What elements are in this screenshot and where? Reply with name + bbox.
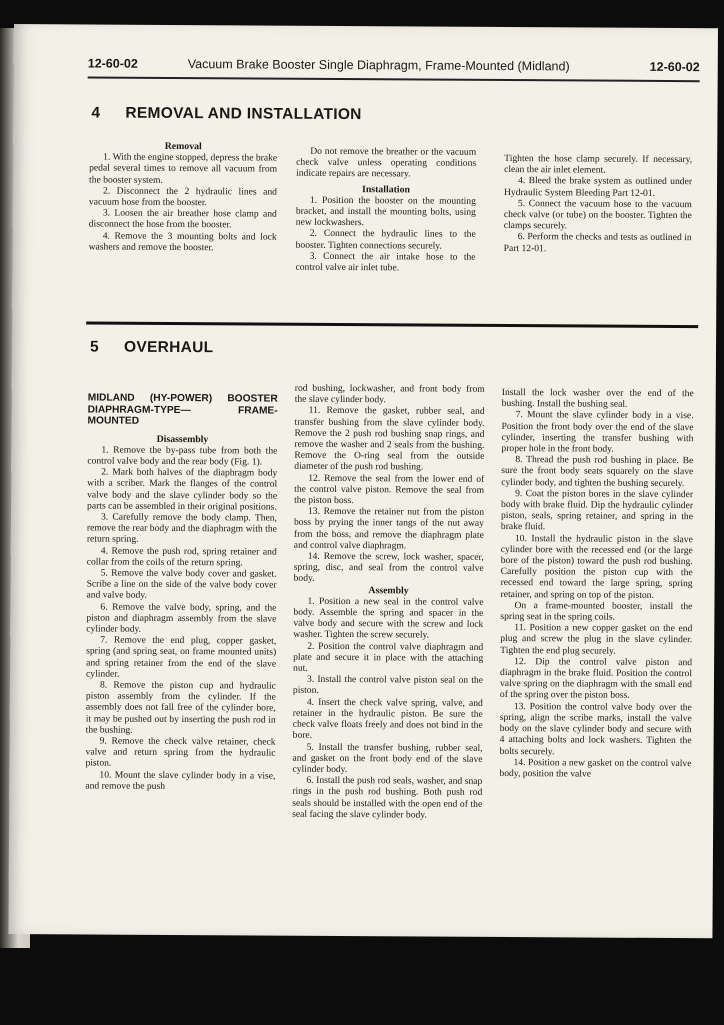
manual-page: [8, 24, 718, 938]
installation-step-3: 3. Connect the air intake hose to the control valve air inlet tube.: [295, 250, 476, 274]
assembly-step: 4. Insert the check valve spring, valve, and retainer in the hydraulic piston. Be sure the check valve floats freely and does not bind in the bore.: [292, 696, 483, 742]
disassembly-step: 4. Remove the push rod, spring retainer and collar from the coils of the return spring.: [86, 545, 277, 569]
installation-heading: Installation: [361, 183, 410, 196]
assembly-step: 1. Position a new seal in the control valve body. Assemble the spring and spacer in the valve body and secure with the screw and lock washer. Tighten the screw securely.: [293, 595, 484, 642]
disassembly-step: 5. Remove the valve body cover and gasket. Scribe a line on the side of the valve body cover and valve body.: [86, 567, 277, 602]
installation-step-4: 4. Bleed the brake system as outlined under Hydraulic System Bleeding Part 12-01.: [503, 175, 693, 199]
page-number-left: 12-60-02: [87, 56, 138, 71]
installation-step-1: 1. Position the booster on the mounting bracket, and install the mounting bolts, using new lockwashers.: [295, 194, 476, 229]
page-number-right: 12-60-02: [649, 59, 700, 75]
assembly-step: 3. Install the control valve piston seal on the piston.: [292, 674, 484, 697]
removal-heading: Removal: [164, 140, 202, 153]
installation-step-5: 5. Connect the vacuum hose to the vacuum check valve (or tube) on the booster. Tighten the clamps securely.: [503, 197, 692, 232]
assembly-step: 10. Install the hydraulic piston in the slave cylinder bore with the recessed end (or the large bore of the piston) toward the push rod bushing. Carefully position the piston cup with the recessed end toward the large spring, spring retainer, and spring on top of the piston.: [500, 532, 693, 601]
removal-step-1: 1. With the engine stopped, depress the brake pedal several times to remove all vacuum from the booster system.: [89, 151, 278, 186]
section-5-column-1: [85, 392, 278, 905]
disassembly-step: 10. Mount the slave cylinder body in a vise, and remove the push: [85, 769, 276, 792]
overhaul-subtitle: MIDLAND (HY-POWER) BOOSTER DIAPHRAGM-TYPE— FRAME-MOUNTED: [87, 392, 278, 427]
section-5-number: 5: [89, 338, 100, 356]
removal-step-4: 4. Remove the 3 mounting bolts and lock washers and remove the booster.: [88, 230, 277, 254]
section-divider: [86, 321, 698, 328]
assembly-step: 14. Position a new gasket on the control valve body, position the valve: [499, 756, 692, 780]
assembly-step: 5. Install the transfer bushing, rubber seal, and gasket on the front body end of the slave cylinder body.: [292, 741, 483, 775]
section-5-heading: OVERHAUL: [123, 338, 214, 357]
disassembly-step: 7. Remove the end plug, copper gasket, spring (and spring seat, on frame mounted units) and spring retainer from the end of the slave cylinder.: [85, 634, 277, 680]
section-5-column-2: [292, 383, 485, 907]
disassembly-step: 3. Carefully remove the body clamp. Then, remove the rear body and the diaphragm with the return spring.: [86, 511, 278, 546]
disassembly-step: 11. Remove the gasket, rubber seal, and transfer bushing from the slave cylinder body. Remove the 2 push rod bushing snap rings, and remove the washer and 2 seals from the bushing. Remove the O-ring seal from the outside diameter of the push rod bushing.: [294, 405, 485, 473]
assembly-step: 11. Position a new copper gasket on the end plug and screw the plug in the slave cylinder. Tighten the end plug securely.: [500, 622, 693, 657]
installation-step-6: 6. Perform the checks and tests as outlined in Part 12-01.: [503, 231, 692, 254]
assembly-heading: Assembly: [368, 584, 409, 597]
page-title: Vacuum Brake Booster Single Diaphragm, Frame-Mounted (Midland): [187, 57, 570, 74]
assembly-step: 9. Coat the piston bores in the slave cylinder body with brake fluid. Dip the hydraulic cylinder piston, seals, spring retainer, and spring in the brake fluid.: [500, 487, 694, 533]
section-4-title: [91, 104, 361, 124]
disassembly-step: 13. Remove the retainer nut from the piston boss by prying the inner tangs of the nut away from the boss, and remove the diaphragm plate and control valve diaphragm.: [293, 506, 485, 552]
disassembly-step: 6. Remove the valve body, spring, and the piston and diaphragm assembly from the slave cylinder body.: [86, 601, 277, 635]
installation-continued: Tighten the hose clamp securely. If necessary, clean the air inlet element.: [504, 152, 693, 176]
caution-note: Do not remove the breather or the vacuum check valve unless operating conditions indicate repairs are necessary.: [296, 145, 477, 180]
removal-step-3: 3. Loosen the air breather hose clamp and disconnect the hose from the booster.: [88, 207, 277, 231]
disassembly-step: 1. Remove the by-pass tube from both the control valve body and the rear body (Fig. 1).: [87, 444, 278, 468]
section-4-column-3: [503, 153, 692, 304]
disassembly-step: 14. Remove the screw, lock washer, spacer, spring, disc, and seal from the control valve body.: [293, 550, 484, 585]
disassembly-step: 12. Remove the seal from the lower end of the control valve piston. Remove the seal from the piston boss.: [294, 472, 485, 507]
section-4-column-1: [88, 140, 277, 321]
assembly-step: 8. Thread the push rod bushing in place. Be sure the front body seats squarely on the slave cylinder body, and tighten the bushing securely.: [501, 454, 694, 489]
removal-step-2: 2. Disconnect the 2 hydraulic lines and vacuum hose from the booster.: [88, 185, 278, 209]
disassembly-continued: rod bushing, lockwasher, and front body from the slave cylinder body.: [294, 382, 485, 406]
section-4-heading: REMOVAL AND INSTALLATION: [125, 104, 362, 124]
disassembly-heading: Disassembly: [156, 433, 209, 445]
assembly-step: 12. Dip the control valve piston and diaphragm in the brake fluid. Position the control valve spring on the diaphragm with the small end of the spring over the piston boss.: [499, 655, 693, 702]
section-5-title: [90, 338, 213, 357]
assembly-step: On a frame-mounted booster, install the spring seat in the spring coils.: [500, 599, 693, 623]
disassembly-step: 9. Remove the check valve retainer, check valve and return spring from the hydraulic piston.: [85, 735, 276, 769]
disassembly-step: 8. Remove the piston cup and hydraulic piston assembly from the cylinder. If the assembly does not fall free of the cylinder bore, it may be pushed out by inserting the push rod in the bushing.: [85, 679, 276, 736]
installation-step-2: 2. Connect the hydraulic lines to the booster. Tighten connections securely.: [295, 228, 476, 252]
assembly-continued: Install the lock washer over the end of the bushing. Install the bushing seal.: [501, 386, 694, 410]
disassembly-step: 2. Mark both halves of the diaphragm body with a scriber. Mark the flanges of the control valve body and the slave cylinder body so the parts can be assembled in their original positions.: [87, 466, 278, 513]
section-5-column-3: [499, 387, 694, 910]
section-4-column-2: [295, 146, 476, 325]
assembly-step: 2. Position the control valve diaphragm and plate and secure it in place with the attaching nut.: [293, 640, 484, 674]
assembly-step: 7. Mount the slave cylinder body in a vise. Position the front body over the end of the slave cylinder, inserting the transfer bushing with proper hole in the front body.: [501, 409, 694, 455]
assembly-step: 13. Position the control valve body over the spring, align the scribe marks, install the valve body on the slave cylinder body and secure with 4 attaching bolts and lock washers. Tighten the bolts securely.: [499, 700, 692, 757]
assembly-step: 6. Install the push rod seals, washer, and snap rings in the push rod bushing. Both push rod seals should be installed with the open end of the seal facing the slave cylinder body.: [292, 774, 483, 821]
section-4-number: 4: [91, 104, 101, 122]
